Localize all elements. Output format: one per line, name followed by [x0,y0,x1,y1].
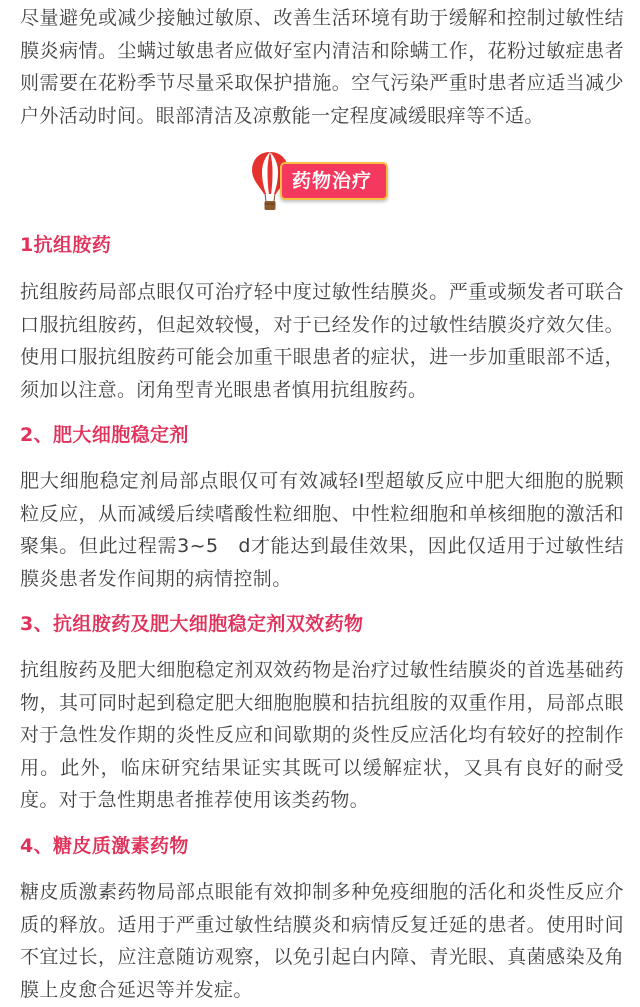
section-paragraph-4: 糖皮质激素药物局部点眼能有效抑制多种免疫细胞的活化和炎性反应介质的释放。适用于严重过敏性结膜炎和病情反复迁延的患者。使用时间不宜过长，应注意随访观察，以免引起白内障、青光眼、真菌感染及角膜上皮愈合延迟等并发症。 [20,881,624,1001]
section-heading-2: 2、肥大细胞稳定剂 [20,424,189,446]
section-badge [250,150,392,216]
section-badge-label: 药物治疗 [292,170,373,192]
section-heading-4: 4、糖皮质激素药物 [20,835,189,857]
section-heading-3: 3、抗组胺药及肥大细胞稳定剂双效药物 [20,613,364,635]
section-paragraph-3: 抗组胺药及肥大细胞稳定剂双效药物是治疗过敏性结膜炎的首选基础药物，其可同时起到稳定肥大细胞胞膜和拮抗组胺的双重作用，局部点眼对于急性发作期的炎性反应和间歇期的炎性反应活化均有较好的控制作用。此外，临床研究结果证实其既可以缓解症状，又具有良好的耐受度。对于急性期患者推荐使用该类药物。 [20,659,624,811]
section-badge-box [280,162,388,200]
section-paragraph-2: 肥大细胞稳定剂局部点眼仅可有效减轻Ⅰ型超敏反应中肥大细胞的脱颗粒反应，从而减缓后续嗜酸性粒细胞、中性粒细胞和单核细胞的激活和聚集。但此过程需3~5 d才能达到最佳效果，因此仅适用于过敏性结膜炎患者发作间期的病情控制。 [20,470,624,590]
section-paragraph-1: 抗组胺药局部点眼仅可治疗轻中度过敏性结膜炎。严重或频发者可联合口服抗组胺药，但起效较慢，对于已经发作的过敏性结膜炎疗效欠佳。使用口服抗组胺药可能会加重干眼患者的症状，进一步加重眼部不适，须加以注意。闭角型青光眼患者慎用抗组胺药。 [20,281,624,401]
intro-paragraph: 尽量避免或减少接触过敏原、改善生活环境有助于缓解和控制过敏性结膜炎病情。尘螨过敏患者应做好室内清洁和除螨工作，花粉过敏症患者则需要在花粉季节尽量采取保护措施。空气污染严重时患者应适当减少户外活动时间。眼部清洁及凉敷能一定程度减缓眼痒等不适。 [20,7,624,127]
section-heading-1: 1抗组胺药 [20,234,112,256]
